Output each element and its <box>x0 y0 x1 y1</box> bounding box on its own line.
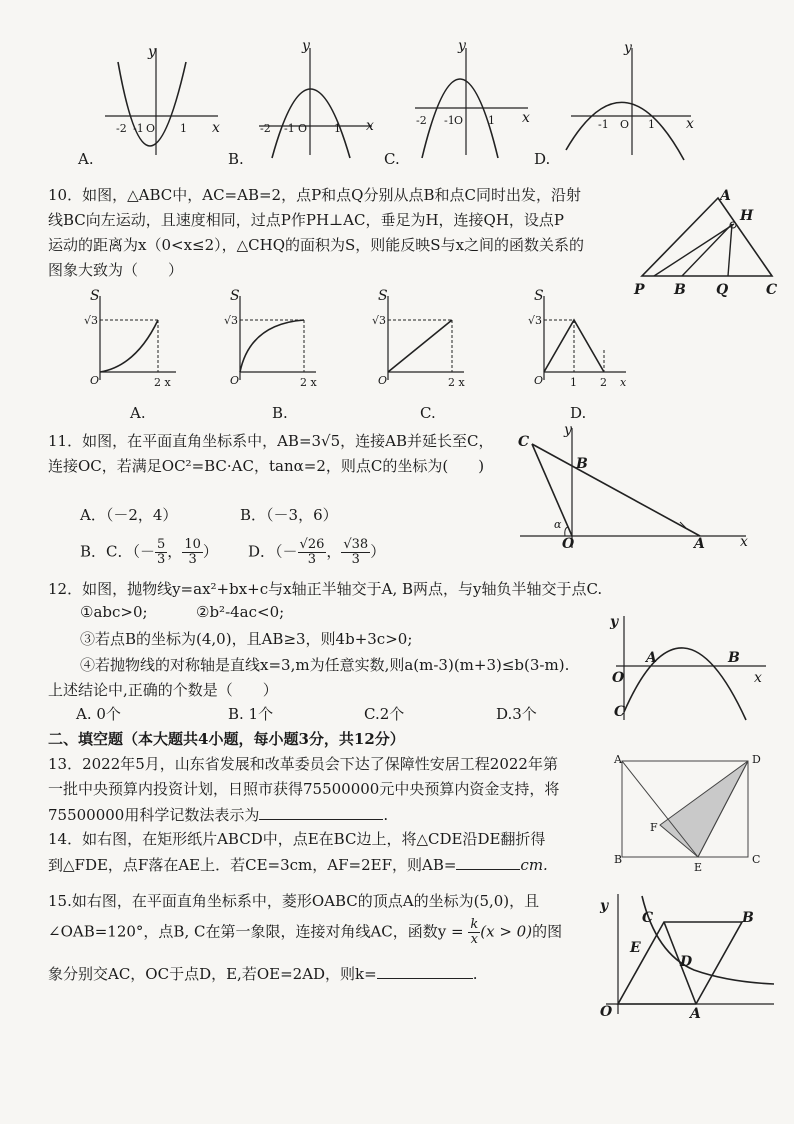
q10d-1: 1 <box>570 376 577 389</box>
q15-fig-a: A <box>690 1006 701 1022</box>
q11-optd-frac1: $\frac{√26}{3}$ <box>299 537 325 567</box>
q10-option-a[interactable]: A. <box>130 404 146 422</box>
q10-graph-c <box>372 290 472 390</box>
q11-optd-comma: ， <box>326 542 342 561</box>
q10b-o: O <box>230 374 240 387</box>
q10-fig-c: C <box>766 282 778 298</box>
q12-line1: 12．如图，抛物线y=ax²+bx+c与x轴正半轴交于A, B两点，与y轴负半轴交于点C. <box>48 580 603 598</box>
q15-line2 <box>48 918 562 947</box>
q10d-2: 2 <box>600 376 607 389</box>
q9c-1: 1 <box>488 114 495 127</box>
q10a-s: S <box>90 288 100 304</box>
q9a-o: O <box>146 122 156 135</box>
q14-answer-blank[interactable] <box>456 853 520 870</box>
q11-option-d[interactable] <box>248 538 385 567</box>
section2-desc: （本大题共4小题，每小题3分，共12分） <box>123 730 405 748</box>
q15-fraction: $\frac{k}{x}$ <box>470 917 479 947</box>
section2-title: 二、填空题 <box>48 730 124 748</box>
q14-line2 <box>48 853 548 875</box>
q14-fig-f: F <box>650 821 658 834</box>
q9b-o: O <box>298 122 308 135</box>
q9d-m1: -1 <box>598 118 609 131</box>
q10-graph-a <box>84 290 184 390</box>
q10-triangle-figure <box>634 190 784 300</box>
q9-option-c[interactable]: C. <box>384 150 400 168</box>
q11-line1: 11．如图，在平面直角坐标系中，AB=3√5，连接AB并延长至C， <box>48 432 494 450</box>
q12-fig-o: O <box>612 670 625 686</box>
q15-line3-text: 象分别交AC，OC于点D，E,若OE=2AD，则k= <box>48 965 377 983</box>
q11-coordinate-figure <box>510 424 760 554</box>
q10-fig-b: B <box>674 282 686 298</box>
q14-fig-b: B <box>614 853 623 866</box>
q9c-m2: -2 <box>416 114 427 127</box>
q9-graph-d <box>566 40 706 160</box>
q15-fig-b: B <box>742 910 754 926</box>
q12-item4: ④若抛物线的对称轴是直线x=3,m为任意实数,则a(m-3)(m+3)≤b(3-m). <box>80 656 570 674</box>
q9-graph-b <box>254 40 384 160</box>
q9a-y: y <box>148 44 156 60</box>
q11-optc-frac1: $\frac{5}{3}$ <box>157 537 166 567</box>
q10-fig-p: P <box>634 282 645 298</box>
q9d-1: 1 <box>648 118 655 131</box>
q10a-o: O <box>90 374 100 387</box>
q12-fig-b: B <box>728 650 740 666</box>
q12-option-d[interactable]: D.3个 <box>496 705 537 723</box>
q10-graph-d <box>528 290 638 390</box>
q11-fig-b: B <box>576 456 588 472</box>
q10d-x: x <box>620 376 627 389</box>
q11-optd-frac2: $\frac{√38}{3}$ <box>343 537 369 567</box>
q10-option-d[interactable]: D. <box>570 404 587 422</box>
q12-fig-y: y <box>610 614 619 630</box>
q14-line2-text: 到△FDE，点F落在AE上．若CE=3cm，AF=2EF，则AB= <box>48 856 457 874</box>
q12-option-b[interactable]: B. 1个 <box>228 705 274 723</box>
q12-fig-x: x <box>754 670 762 686</box>
q10c-o: O <box>378 374 388 387</box>
q9c-x: x <box>522 110 530 126</box>
q12-option-c[interactable]: C.2个 <box>364 705 405 723</box>
q15-fig-d: D <box>680 954 693 970</box>
q10-line3: 运动的距离为x（0<x≤2），△CHQ的面积为S，则能反映S与x之间的函数关系的 <box>48 236 585 254</box>
q9c-o: O <box>454 114 464 127</box>
q15-line3 <box>48 962 478 984</box>
q9d-o: O <box>620 118 630 131</box>
q11-option-c[interactable] <box>80 538 218 567</box>
q12-option-a[interactable]: A. 0个 <box>76 705 121 723</box>
q9-graph-a <box>100 40 230 160</box>
q11-optd-close: ） <box>370 542 386 561</box>
q10-option-c[interactable]: C. <box>420 404 436 422</box>
q14-line1: 14．如右图，在矩形纸片ABCD中，点E在BC边上，将△CDE沿DE翻折得 <box>48 830 546 848</box>
q13-answer-blank[interactable] <box>259 803 383 820</box>
q10-fig-q: Q <box>716 282 729 298</box>
q15-line2b: 的图 <box>532 922 563 941</box>
q15-line2a: ∠OAB=120°，点B, C在第一象限，连接对角线AC，函数y = <box>48 922 464 941</box>
q14-rectangle-figure <box>614 755 774 875</box>
q9-graph-c <box>410 40 540 160</box>
q12-item2: ②b²-4ac<0; <box>196 603 285 621</box>
q10c-2x: 2 x <box>448 376 465 389</box>
q12-fig-a: A <box>646 650 657 666</box>
q10b-2x: 2 x <box>300 376 317 389</box>
q15-end: . <box>472 965 478 983</box>
q9a-m1: -1 <box>133 122 144 135</box>
q12-fig-c: C <box>614 704 626 720</box>
q11-option-a[interactable]: A．（－2，4） <box>80 506 178 524</box>
q14-fig-e: E <box>694 861 703 874</box>
q10b-s: S <box>230 288 240 304</box>
q15-cond: (x > 0) <box>480 922 533 941</box>
q15-fig-o: O <box>600 1004 613 1020</box>
q9b-y: y <box>302 38 310 54</box>
q11-optc-frac2: $\frac{10}{3}$ <box>184 537 201 567</box>
q10-fig-a: A <box>720 188 731 204</box>
q12-item1: ①abc>0; <box>80 603 148 621</box>
q13-line3 <box>48 803 388 825</box>
q10b-root3: √3 <box>224 314 239 327</box>
q15-rhombus-figure <box>598 892 778 1022</box>
q10c-root3: √3 <box>372 314 387 327</box>
q12-parabola-figure <box>610 612 770 724</box>
q10-line4: 图象大致为（ ） <box>48 261 184 279</box>
q15-answer-blank[interactable] <box>377 962 473 979</box>
q10a-root3: √3 <box>84 314 99 327</box>
q10c-s: S <box>378 288 388 304</box>
q11-fig-a: A <box>694 536 705 552</box>
q9d-y: y <box>624 40 632 56</box>
q13-line3-text: 75500000用科学记数法表示为 <box>48 806 260 824</box>
q11-optc-prefix: B．C．（－ <box>80 542 156 561</box>
q13-line2: 一批中央预算内投资计划，日照市获得75500000元中央预算内资金支持，将 <box>48 780 560 798</box>
q10-fig-h: H <box>740 208 754 224</box>
q15-fig-c: C <box>642 910 654 926</box>
q10d-root3: √3 <box>528 314 543 327</box>
q14-fig-c: C <box>752 853 761 866</box>
q11-option-b[interactable]: B．（－3，6） <box>240 506 338 524</box>
q10d-o: O <box>534 374 544 387</box>
q14-fig-a: A <box>614 753 622 766</box>
q10-line2: 线BC向左运动，且速度相同，过点P作PH⊥AC，垂足为H，连接QH，设点P <box>48 211 565 229</box>
q11-fig-y: y <box>564 422 572 438</box>
q10a-2x: 2 x <box>154 376 171 389</box>
q9a-m2: -2 <box>116 122 127 135</box>
q11-line2: 连接OC，若满足OC²=BC·AC，tanα=2，则点C的坐标为( ) <box>48 457 485 475</box>
q11-fig-alpha: α <box>554 518 562 531</box>
q11-optc-comma: ， <box>167 542 183 561</box>
q14-fig-d: D <box>752 753 761 766</box>
q9-option-a[interactable]: A. <box>78 150 94 168</box>
q9b-x: x <box>366 118 374 134</box>
q10-option-b[interactable]: B. <box>272 404 288 422</box>
q15-fig-e: E <box>630 940 641 956</box>
q11-fig-c: C <box>518 434 530 450</box>
q10d-s: S <box>534 288 544 304</box>
q9c-m1: -1 <box>444 114 455 127</box>
q12-line6: 上述结论中,正确的个数是（ ） <box>48 681 278 699</box>
q9-option-d[interactable]: D. <box>534 150 551 168</box>
q9a-x: x <box>212 120 220 136</box>
q14-unit: cm. <box>520 856 548 874</box>
q12-item3: ③若点B的坐标为(4,0)，且AB≥3，则4b+3c>0; <box>80 630 413 648</box>
q9c-y: y <box>458 38 466 54</box>
q9b-1: 1 <box>334 122 341 135</box>
q11-fig-x: x <box>740 534 748 550</box>
q10-line1: 10．如图，△ABC中，AC=AB=2，点P和点Q分别从点B和点C同时出发，沿射 <box>48 186 581 204</box>
q11-optd-prefix: D．（－ <box>248 542 298 561</box>
q11-optc-close: ） <box>202 542 218 561</box>
q9d-x: x <box>686 116 694 132</box>
q9b-m1: -1 <box>284 122 295 135</box>
q15-fig-y: y <box>600 898 609 914</box>
q15-line1: 15.如右图，在平面直角坐标系中，菱形OABC的顶点A的坐标为(5,0)，且 <box>48 892 540 910</box>
q9a-1: 1 <box>180 122 187 135</box>
q9-option-b[interactable]: B. <box>228 150 244 168</box>
section2-heading <box>48 728 405 749</box>
q13-line1: 13．2022年5月，山东省发展和改革委员会下达了保障性安居工程2022年第 <box>48 755 558 773</box>
q9b-m2: -2 <box>260 122 271 135</box>
q11-fig-o: O <box>562 536 575 552</box>
q10-graph-b <box>224 290 324 390</box>
q13-end: . <box>383 806 389 824</box>
